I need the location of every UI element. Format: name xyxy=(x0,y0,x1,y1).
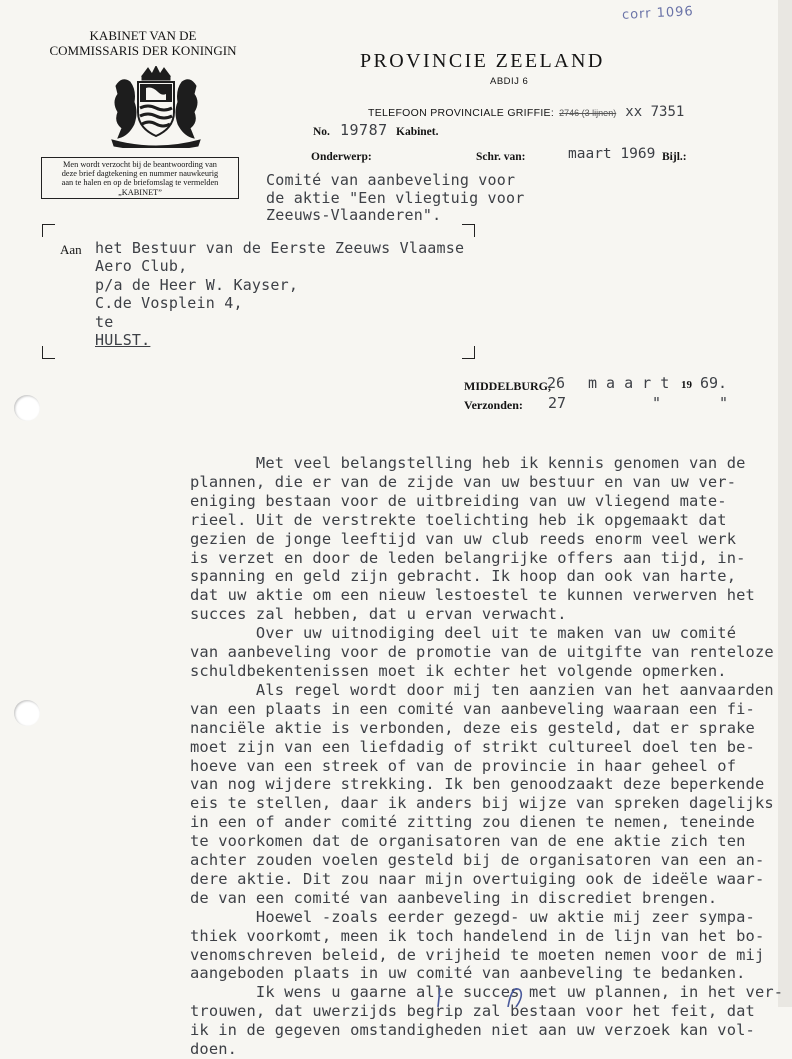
recipient-city: HULST. xyxy=(95,331,151,350)
body-line: rieel. Uit de verstrekte toelichting heb ik opgemaakt dat xyxy=(190,510,727,529)
body-line: is verzet en door de leden belangrijke offers aan tijd, in- xyxy=(190,548,746,567)
coat-of-arms-emblem xyxy=(108,66,204,148)
notice-line-2: deze brief dagtekening en nummer nauwkeurig xyxy=(61,169,219,179)
telefoon-line xyxy=(368,101,684,120)
subject-line-1: Comité van aanbeveling voor xyxy=(266,171,516,189)
notice-line-4: „KABINET” xyxy=(118,187,162,197)
body-line: spanning en geld zijn gebracht. Ik hoop dan ook van harte, xyxy=(190,567,737,586)
telefoon-extra: xx 7351 xyxy=(625,104,685,120)
date-year: 69. xyxy=(700,374,728,392)
letter-number: 19787 xyxy=(340,121,388,139)
place-label: MIDDELBURG, xyxy=(464,379,552,393)
telefoon-number: 2746 (3 lijnen) xyxy=(559,108,617,118)
notice-line-3: aan te halen en op de briefomslag te vermelden xyxy=(61,178,219,188)
punch-hole-bottom xyxy=(14,700,40,726)
kabinet-line-1: KABINET VAN DE xyxy=(89,28,197,43)
body-line: eis te stellen, daar ik anders bij wijze van spreken dagelijks xyxy=(190,794,774,813)
body-line: achter zouden voelen gesteld bij de organisatoren van een an- xyxy=(190,851,765,870)
address-corner-top-right xyxy=(462,224,475,237)
body-line: van aanbeveling voor de promotie van de uitgifte van renteloze xyxy=(190,643,774,662)
address-corner-bottom-left xyxy=(42,346,55,359)
kabinet-heading xyxy=(40,28,246,58)
verzonden-label: Verzonden: xyxy=(464,398,523,412)
telefoon-label: TELEFOON PROVINCIALE GRIFFIE: xyxy=(368,107,555,119)
onderwerp-label: Onderwerp: xyxy=(311,151,372,163)
verzonden-day: 27 xyxy=(548,394,567,412)
kabinet-label: Kabinet. xyxy=(396,126,439,138)
recipient-block xyxy=(95,239,464,349)
recipient-line-4: C.de Vosplein 4, xyxy=(95,294,243,313)
body-line: hoeve van een streek of van de provincie in haar geheel of xyxy=(190,756,737,775)
recipient-line-1: het Bestuur van de Eerste Zeeuws Vlaamse xyxy=(95,239,465,257)
recipient-line-5: te xyxy=(95,312,114,331)
body-line: moet zijn van een liefdadig of strikt cultureel doel ten be- xyxy=(190,737,755,756)
date-month: m a a r t xyxy=(588,374,670,392)
body-line: te voorkomen dat de organisatoren van de ene aktie zich ten xyxy=(190,832,746,851)
subject-line-2: de aktie "Een vliegtuig voor xyxy=(266,188,525,207)
no-label: No. xyxy=(313,126,330,138)
punch-hole-top xyxy=(14,395,40,421)
bijl-label: Bijl.: xyxy=(662,151,687,163)
body-line: dat uw aktie om een nieuw lestoestel te kunnen verwerven het xyxy=(190,586,755,605)
date-century: 19 xyxy=(681,379,692,391)
handwritten-corner-note: corr 1096 xyxy=(621,4,695,23)
body-line: nanciële aktie is verbonden, deze eis gesteld, dat er sprake xyxy=(190,718,755,737)
body-line: van nog wijdere strekking. Ik ben genoodzaakt deze beperkende xyxy=(190,775,765,794)
body-line: eniging bestaan voor de uitbreiding van uw vliegend mate- xyxy=(190,491,727,510)
body-line: Ik wens u gaarne alle succes met uw plannen, in het ver- xyxy=(190,983,784,1002)
body-line: venomschreven beleid, de vrijheid te moeten nemen voor de mij xyxy=(190,945,765,964)
body-line: schuldbekentenissen moet ik echter het volgende opmerken. xyxy=(190,661,727,680)
body-line: dere aktie. Dit zou naar mijn overtuiging ook de ideële waar- xyxy=(190,869,765,888)
body-line: succes zal hebben, dat u ervan verwacht. xyxy=(190,605,567,624)
address-corner-top-left xyxy=(42,224,55,237)
body-line: aangeboden plaats in uw comité van aanbeveling te bedanken. xyxy=(190,964,746,983)
body-line: Als regel wordt door mij ten aanzien van het aanvaarden xyxy=(190,680,774,699)
body-line: Over uw uitnodiging deel uit te maken van uw comité xyxy=(190,624,737,643)
kabinet-line-2: COMMISSARIS DER KONINGIN xyxy=(49,43,237,58)
body-line: plannen, die er van de zijde van uw bestuur en van uw ver- xyxy=(190,472,737,491)
subject-line-3: Zeeuws-Vlaanderen". xyxy=(266,206,442,224)
aan-label: Aan xyxy=(60,242,82,257)
reply-notice-box xyxy=(41,157,239,199)
body-line: Met veel belangstelling heb ik kennis genomen van de xyxy=(190,454,746,472)
signature-stroke xyxy=(420,982,540,1007)
body-line: gezien de jonge leeftijd van uw club reeds enorm veel werk xyxy=(190,529,737,548)
body-line: in een of ander comité zitting zou dienen te nemen, teneinde xyxy=(190,813,755,832)
body-line: de van een comité van aanbeveling in discrediet brengen. xyxy=(190,888,718,907)
schr-value: maart 1969 xyxy=(568,146,656,162)
notice-line-1: Men wordt verzocht bij de beantwoording van xyxy=(63,160,217,169)
body-line: doen. xyxy=(190,1040,238,1059)
body-line: trouwen, dat uwerzijds begrip zal bestaan voor het feit, dat xyxy=(190,1002,755,1021)
letterhead-address: ABDIJ 6 xyxy=(490,76,529,87)
recipient-line-2: Aero Club, xyxy=(95,257,188,276)
body-line: van een plaats in een comité van aanbeveling waaraan een fi- xyxy=(190,699,755,718)
ditto-mark-1: " xyxy=(652,394,662,412)
ditto-mark-2: " xyxy=(719,394,729,412)
body-line: Hoewel -zoals eerder gezegd- uw aktie mij zeer sympa- xyxy=(190,907,755,926)
subject-block xyxy=(266,172,524,225)
schr-label: Schr. van: xyxy=(476,151,526,163)
letterhead-title: PROVINCIE ZEELAND xyxy=(360,50,605,72)
recipient-line-3: p/a de Heer W. Kayser, xyxy=(95,275,299,294)
body-line: thiek voorkomt, meen ik toch handelend in de lijn van het bo- xyxy=(190,926,765,945)
letter-body xyxy=(190,454,783,1059)
date-day: 26 xyxy=(547,374,566,392)
body-line: ik in de gegeven omstandigheden niet aan uw verzoek kan vol- xyxy=(190,1021,755,1040)
